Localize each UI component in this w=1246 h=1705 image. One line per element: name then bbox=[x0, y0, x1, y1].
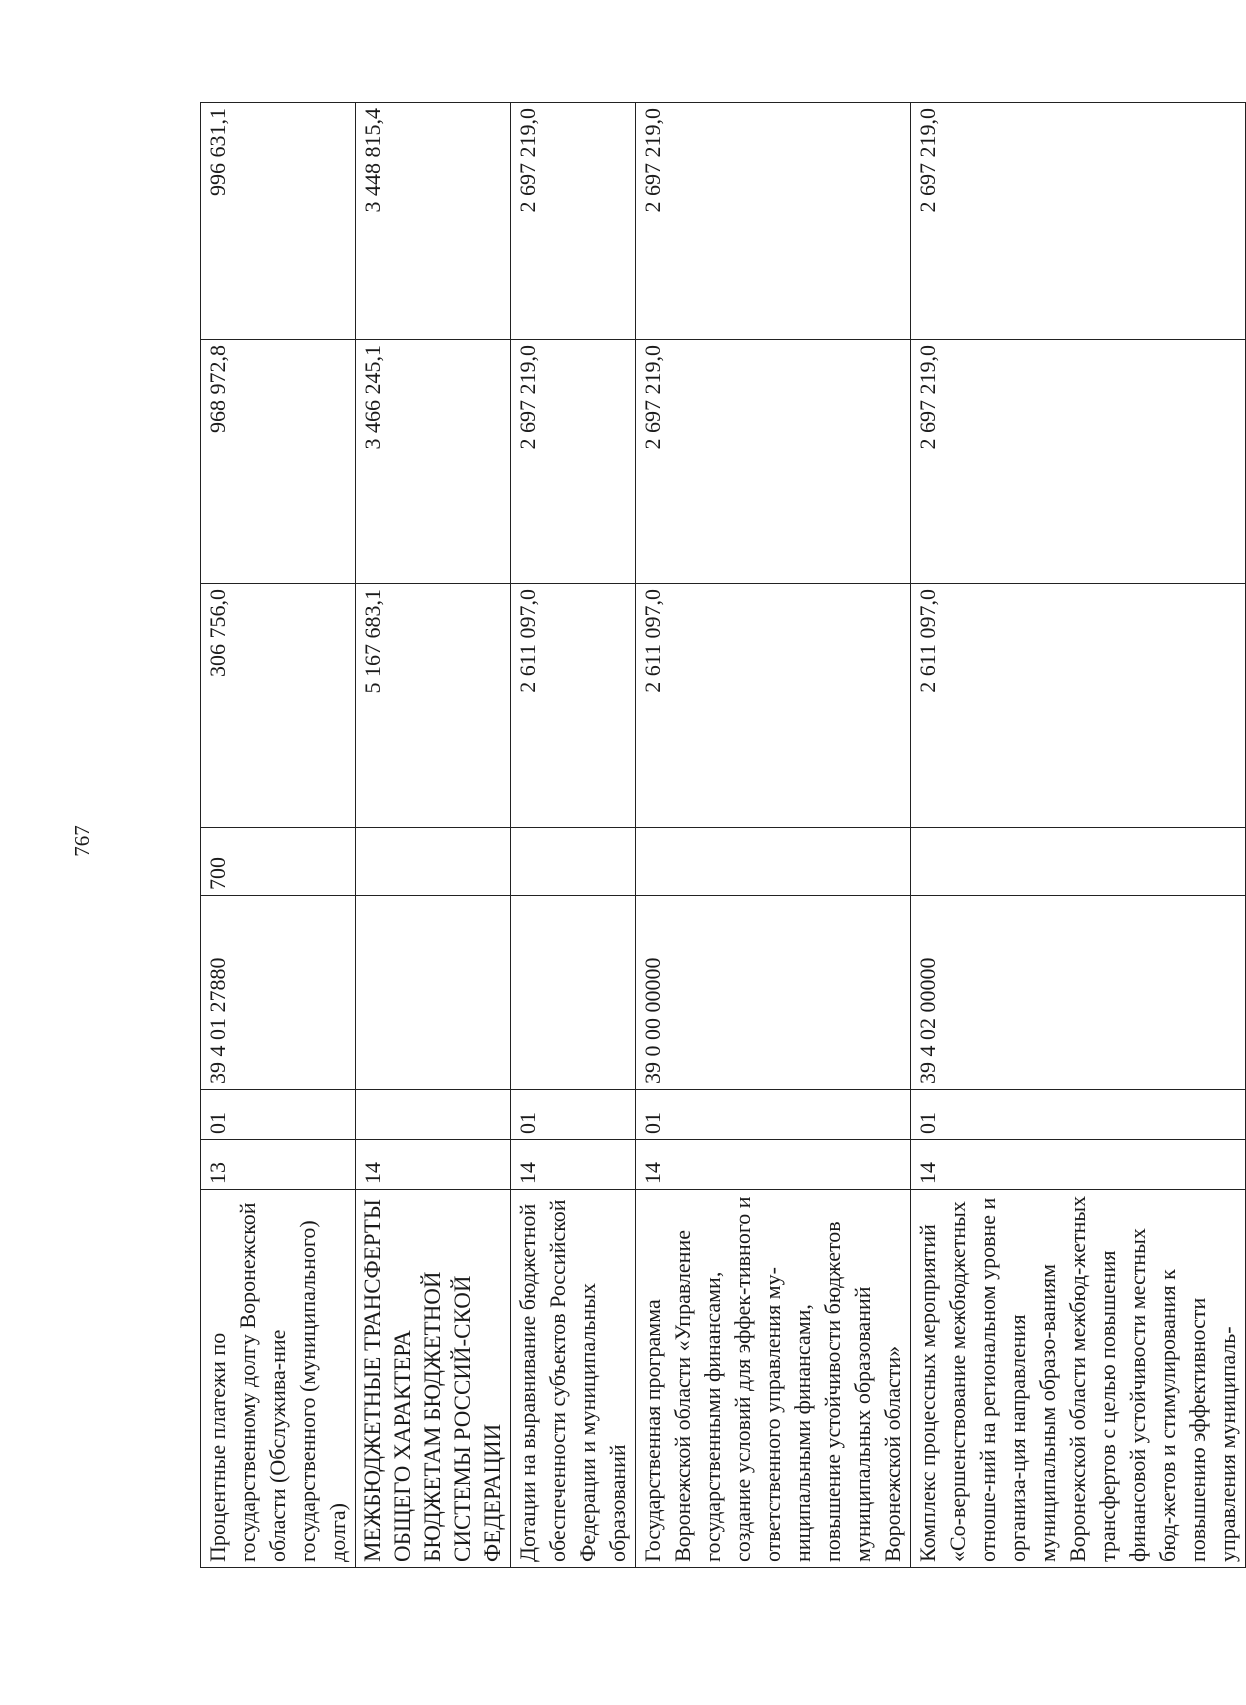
row-value-2: 3 466 245,1 bbox=[356, 340, 511, 584]
page-number: 767 bbox=[70, 825, 94, 857]
row-expense-type bbox=[911, 828, 1246, 896]
row-value-2: 2 697 219,0 bbox=[636, 340, 911, 584]
table-row bbox=[636, 103, 911, 1568]
row-target-article: 39 0 00 00000 bbox=[636, 896, 911, 1090]
row-value-1: 2 611 097,0 bbox=[636, 584, 911, 828]
budget-table-container bbox=[200, 103, 1240, 1568]
row-name: МЕЖБЮДЖЕТНЫЕ ТРАНСФЕРТЫ ОБЩЕГО ХАРАКТЕРА БЮДЖЕТАМ БЮДЖЕТНОЙ СИСТЕМЫ РОССИЙ-СКОЙ ФЕДЕРАЦИИ bbox=[356, 1190, 511, 1568]
table-row bbox=[511, 103, 636, 1568]
row-section: 14 bbox=[911, 1140, 1246, 1190]
table-row bbox=[911, 103, 1246, 1568]
row-subsection: 01 bbox=[511, 1090, 636, 1140]
row-value-2: 968 972,8 bbox=[201, 340, 356, 584]
row-value-3: 3 448 815,4 bbox=[356, 103, 511, 340]
row-section: 14 bbox=[636, 1140, 911, 1190]
row-value-3: 2 697 219,0 bbox=[636, 103, 911, 340]
row-value-1: 2 611 097,0 bbox=[511, 584, 636, 828]
row-expense-type bbox=[511, 828, 636, 896]
row-value-3: 2 697 219,0 bbox=[511, 103, 636, 340]
row-section: 14 bbox=[511, 1140, 636, 1190]
row-target-article bbox=[511, 896, 636, 1090]
table-row bbox=[356, 103, 511, 1568]
row-target-article: 39 4 01 27880 bbox=[201, 896, 356, 1090]
row-name: Процентные платежи по государственному долгу Воронежской области (Обслужива-ние государственного (муниципального) долга) bbox=[201, 1190, 356, 1568]
row-subsection: 01 bbox=[201, 1090, 356, 1140]
row-name: Дотации на выравнивание бюджетной обеспеченности субъектов Российской Федерации и муниципальных образований bbox=[511, 1190, 636, 1568]
row-expense-type bbox=[636, 828, 911, 896]
row-expense-type: 700 bbox=[201, 828, 356, 896]
row-name: Государственная программа Воронежской области «Управление государственными финансами, создание условий для эффек-тивного и ответственного управления му-ниципальными финансами, повышение устойчивости бюджетов муниципальных образований Воронежской области» bbox=[636, 1190, 911, 1568]
row-expense-type bbox=[356, 828, 511, 896]
row-subsection bbox=[356, 1090, 511, 1140]
table-row bbox=[201, 103, 356, 1568]
row-target-article bbox=[356, 896, 511, 1090]
row-value-2: 2 697 219,0 bbox=[511, 340, 636, 584]
row-target-article: 39 4 02 00000 bbox=[911, 896, 1246, 1090]
row-value-3: 2 697 219,0 bbox=[911, 103, 1246, 340]
budget-table bbox=[200, 102, 1246, 1568]
row-section: 14 bbox=[356, 1140, 511, 1190]
row-subsection: 01 bbox=[911, 1090, 1246, 1140]
row-subsection: 01 bbox=[636, 1090, 911, 1140]
row-section: 13 bbox=[201, 1140, 356, 1190]
row-value-2: 2 697 219,0 bbox=[911, 340, 1246, 584]
row-value-1: 306 756,0 bbox=[201, 584, 356, 828]
row-name: Комплекс процессных мероприятий «Со-вершенствование межбюджетных отноше-ний на региональном уровне и организа-ция направления муниципальным образо-ваниям Воронежской области межбюд-жетных трансфертов с целью повышения финансовой устойчивости местных бюд-жетов и стимулирования к повышению эффективности управления муниципаль- bbox=[911, 1190, 1246, 1568]
row-value-1: 2 611 097,0 bbox=[911, 584, 1246, 828]
row-value-3: 996 631,1 bbox=[201, 103, 356, 340]
row-value-1: 5 167 683,1 bbox=[356, 584, 511, 828]
